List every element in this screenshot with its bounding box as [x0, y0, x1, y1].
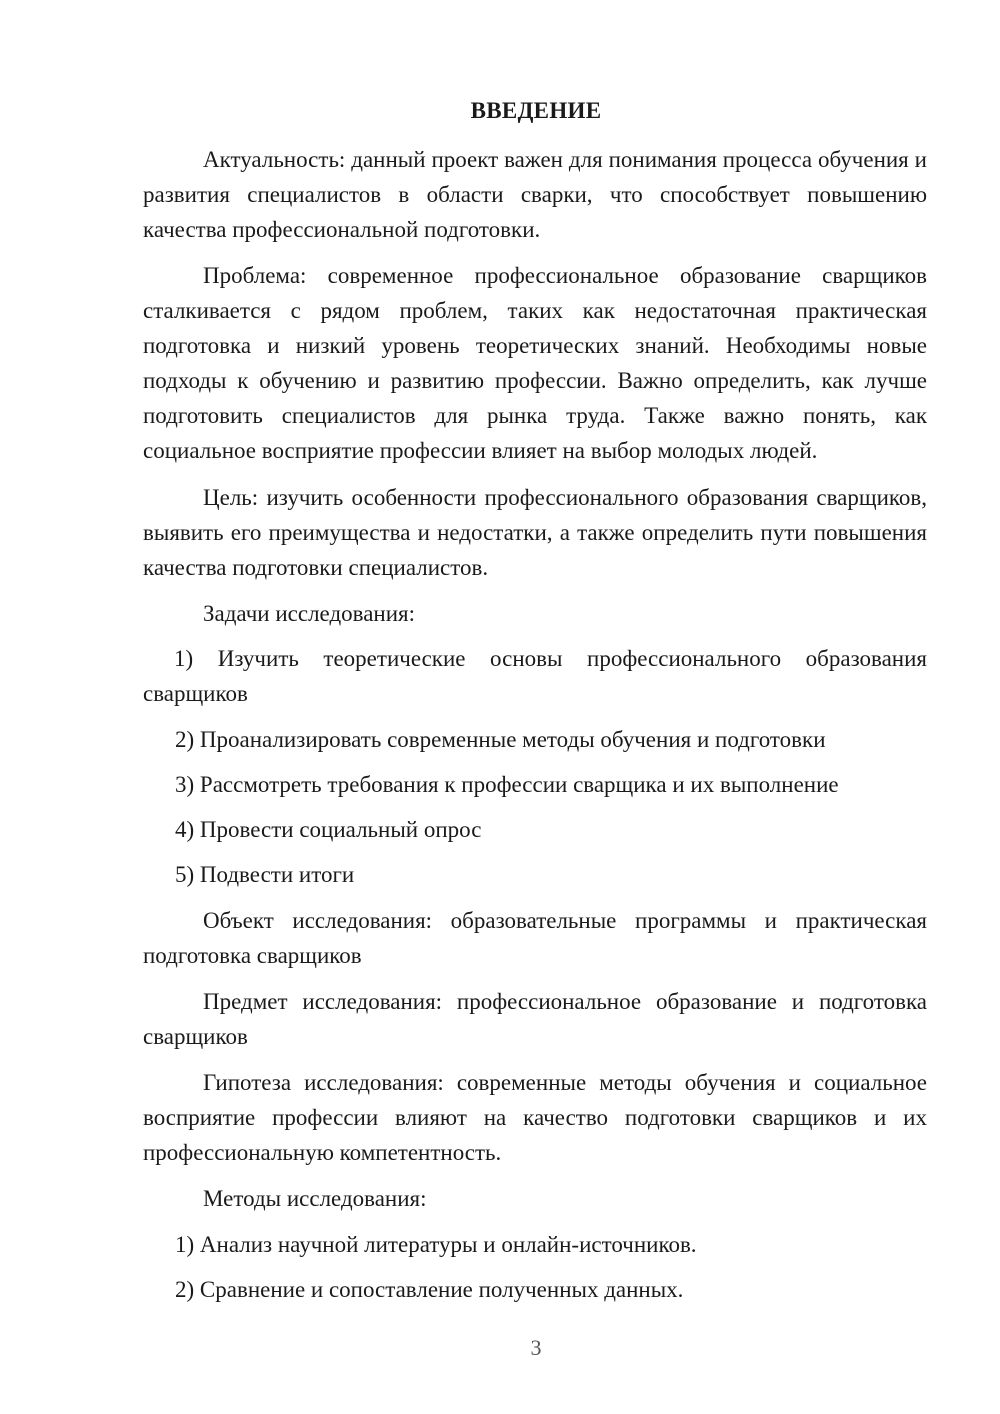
- object-paragraph: Объект исследования: образовательные программы и практическая подготовка сварщиков: [143, 908, 927, 968]
- methods-heading: Методы исследования:: [203, 1186, 427, 1211]
- hypothesis-paragraph: Гипотеза исследования: современные методы обучения и социальное восприятие профессии влияют на качество подготовки сварщиков и их профессиональную компетентность.: [143, 1070, 927, 1165]
- tasks-heading: Задачи исследования:: [203, 601, 416, 626]
- relevance-paragraph: Актуальность: данный проект важен для понимания процесса обучения и развития специалистов в области сварки, что способствует повышению качества профессиональной подготовки.: [143, 147, 927, 242]
- task-item: 2) Проанализировать современные методы обучения и подготовки: [175, 727, 826, 752]
- method-item: 2) Сравнение и сопоставление полученных данных.: [175, 1277, 684, 1302]
- subject-paragraph: Предмет исследования: профессиональное образование и подготовка сварщиков: [143, 989, 927, 1049]
- page-title: ВВЕДЕНИЕ: [470, 98, 602, 123]
- task-item: 3) Рассмотреть требования к профессии сварщика и их выполнение: [175, 772, 839, 797]
- task-item: 5) Подвести итоги: [175, 862, 355, 887]
- problem-paragraph: Проблема: современное профессиональное образование сварщиков сталкивается с рядом проблем, таких как недостаточная практическая подготовка и низкий уровень теоретических знаний. Необходимы новые подходы к обучению и развитию профессии. Важно определить, как лучше подготовить специалистов для рынка труда. Также важно понять, как социальное восприятие профессии влияет на выбор молодых людей.: [143, 263, 927, 463]
- method-item: 1) Анализ научной литературы и онлайн-источников.: [175, 1232, 697, 1257]
- goal-paragraph: Цель: изучить особенности профессионального образования сварщиков, выявить его преимущества и недостатки, а также определить пути повышения качества подготовки специалистов.: [143, 485, 927, 580]
- task-item: 4) Провести социальный опрос: [175, 817, 482, 842]
- task-item: 1) Изучить теоретические основы профессионального образования сварщиков: [143, 646, 927, 706]
- page-number: 3: [530, 1335, 542, 1360]
